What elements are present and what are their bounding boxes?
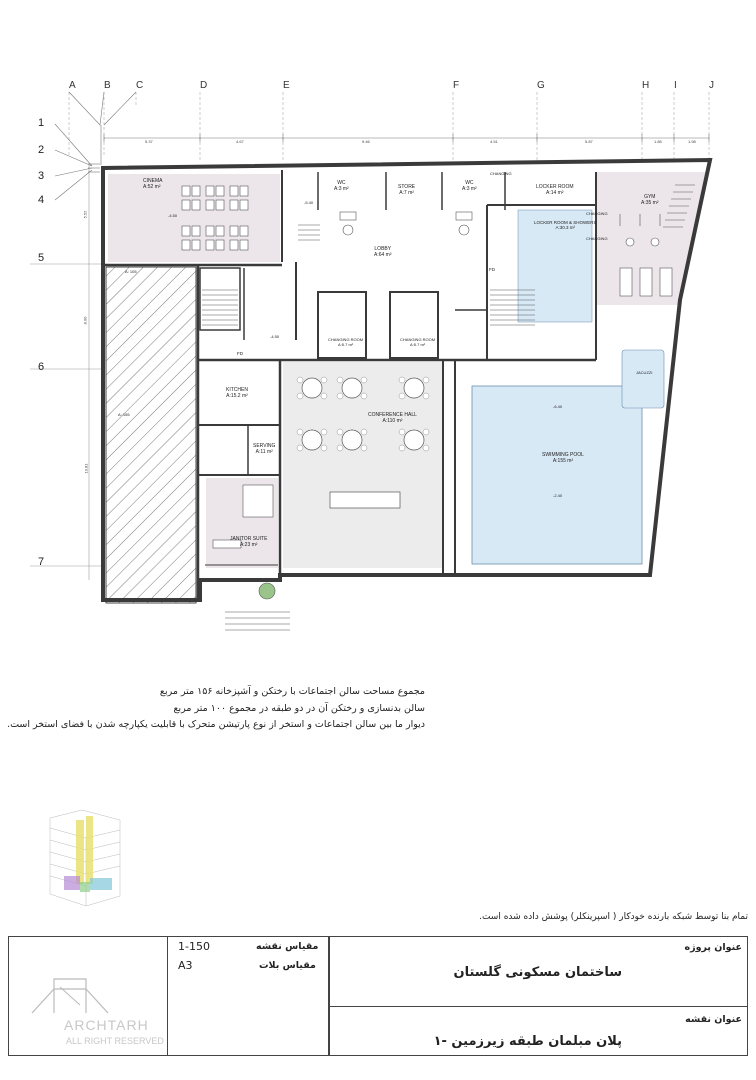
side-dimension: 5.52 xyxy=(82,210,88,219)
column-label-i: I xyxy=(674,80,677,91)
drawing-title: پلان مبلمان طبقه زیرزمین -۱ xyxy=(433,1034,622,1049)
scale-value: 1-150 xyxy=(178,940,210,953)
side-dimension: 8.00 xyxy=(82,316,88,325)
floor-drain-label: FD xyxy=(489,267,495,272)
row-label-5: 5 xyxy=(38,252,45,264)
scale-label: مقیاس نقشه xyxy=(256,941,319,952)
room-wc-1: WC A:3 m² xyxy=(334,180,349,192)
column-grid-lines xyxy=(69,92,709,160)
drawing-label: عنوان نقشه xyxy=(685,1014,742,1025)
room-changing-right-1: CHANGING xyxy=(586,211,608,216)
dimension-value: 5.37 xyxy=(145,139,153,144)
room-serving: SERVING A:11 m² xyxy=(253,443,276,455)
room-gym: GYM A:35 m² xyxy=(641,194,659,206)
row-label-7: 7 xyxy=(38,556,45,568)
row-label-4: 4 xyxy=(38,194,45,206)
room-locker-showers: LOCKER ROOM & SHOWERS A:30.3 m² xyxy=(534,220,597,231)
row-label-3: 3 xyxy=(38,170,45,182)
row-label-1: 1 xyxy=(38,117,45,129)
room-lobby: LOBBY A:64 m² xyxy=(374,246,392,258)
room-wc-2: WC A:3 m² xyxy=(462,180,477,192)
side-dimension: 10.81 xyxy=(83,463,89,474)
column-label-h: H xyxy=(642,80,650,91)
column-label-c: C xyxy=(136,80,144,91)
dimension-value: 9.46 xyxy=(362,139,370,144)
archtarh-logo-icon xyxy=(30,975,110,1015)
level-marker: -4.50 xyxy=(270,334,280,339)
note-1: مجموع مساحت سالن اجتماعات با رختکن و آشپزخانه ۱۵۶ متر مربع xyxy=(159,686,425,697)
jacuzzi-label: JACUZZI xyxy=(636,370,653,375)
room-cinema: CINEMA A:52 m² xyxy=(143,178,163,190)
dimension-value: 5.87 xyxy=(585,139,593,144)
column-label-f: F xyxy=(453,80,460,91)
row-label-6: 6 xyxy=(38,361,45,373)
room-changing-right-2: CHANGING xyxy=(586,236,608,241)
building-3d-thumbnail xyxy=(42,808,132,908)
note-2: سالن بدنسازی و رختکن آن در دو طبقه در مجموع ۱۰۰ متر مربع xyxy=(173,703,425,714)
sprinkler-note: تمام بنا توسط شبکه بارنده خودکار ( اسپرینکلر) پوشش داده شده است. xyxy=(479,912,748,922)
room-janitor: JANITOR SUITE A:23 m² xyxy=(230,536,268,548)
dimension-value: 1.85 xyxy=(654,139,662,144)
column-label-j: J xyxy=(709,80,714,91)
room-changing-2: CHANGING ROOM A:5.7 m² xyxy=(400,337,436,347)
room-conference: CONFERENCE HALL A:110 m² xyxy=(368,412,417,424)
ramp-hatch xyxy=(106,267,196,603)
project-title: ساختمان مسکونی گلستان xyxy=(453,965,622,980)
row-grid-lines xyxy=(30,264,105,566)
level-marker: -4.50 xyxy=(168,213,178,218)
pool-fill xyxy=(472,386,642,564)
room-changing-1: CHANGING ROOM A:5.7 m² xyxy=(328,337,364,347)
column-label-a: A xyxy=(69,80,76,91)
level-marker: -6.40 xyxy=(553,404,563,409)
room-pool: SWIMMING POOL A:155 m² xyxy=(542,452,584,464)
room-changing-top: CHANGING xyxy=(490,171,512,176)
plant xyxy=(259,583,275,599)
sheet-label: مقیاس بلات xyxy=(259,960,316,971)
column-label-b: B xyxy=(104,80,111,91)
level-marker: -2.40 xyxy=(553,493,563,498)
ramp-label-2: A: 155 xyxy=(118,412,130,417)
floor-drain-label: FD xyxy=(237,351,243,356)
jacuzzi-fill xyxy=(622,350,664,408)
column-label-e: E xyxy=(283,80,290,91)
sheet-value: A3 xyxy=(178,959,193,972)
level-marker: -5.40 xyxy=(304,200,314,205)
note-3: دیوار ما بین سالن اجتماعات و استخر از نوع پارتیشن متحرک با قابلیت یکپارچه شدن با فضای استخر است. xyxy=(7,719,425,730)
ramp-label-1: A: 105 xyxy=(125,269,137,274)
room-kitchen: KITCHEN A:15.2 m² xyxy=(226,387,248,399)
room-store: STORE A:7 m² xyxy=(398,184,416,196)
lobby-furniture xyxy=(340,212,472,235)
logo-text: ARCHTARH xyxy=(64,1017,149,1033)
dimension-value: 1.98 xyxy=(688,139,696,144)
row-label-2: 2 xyxy=(38,144,45,156)
dimension-value: 4.67 xyxy=(236,139,244,144)
dimension-value: 4.51 xyxy=(490,139,498,144)
logo-rights: ALL RIGHT RESERVED xyxy=(66,1036,164,1046)
column-label-g: G xyxy=(537,80,545,91)
room-locker: LOCKER ROOM A:14 m² xyxy=(536,184,574,196)
project-label: عنوان پروژه xyxy=(684,942,742,953)
column-label-d: D xyxy=(200,80,208,91)
